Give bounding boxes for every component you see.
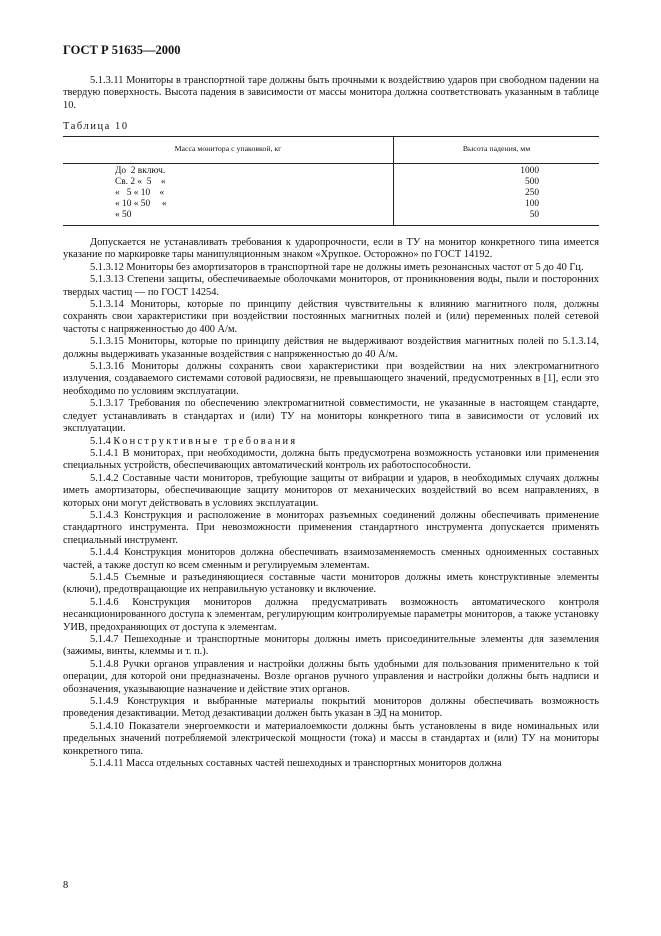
table-cell-height: 500: [524, 177, 539, 187]
paragraph: 5.1.4.2 Составные части мониторов, требующие защиты от вибрации и ударов, в необходимых случаях должны иметь амортизаторы, обеспечивающие защиту мониторов от механических воздействий во всем направлениях, в которых они могут действовать в условиях эксплуатации.: [63, 472, 599, 509]
paragraph: 5.1.3.16 Мониторы должны сохранять свои характеристики при воздействии на них электромагнитного излучения, создаваемого системами сотовой радиосвязи, не превышающего значений, предусмотренных в [1], если это необходимо по условиям эксплуатации.: [63, 361, 599, 397]
section-number: 5.1.4: [90, 435, 111, 447]
paragraph: 5.1.4.8 Ручки органов управления и настройки должны быть удобными для пользования применительно к той операции, для которой они предназначены. Возле органов ручного управления и настройки должны быть надписи и обозначения, указывающие назначение и действие этих органов.: [63, 658, 599, 695]
table-cell-mass: « 50: [115, 210, 132, 220]
paragraph: 5.1.4.6 Конструкция мониторов должна предусматривать возможность автоматического контроля несанкционированного доступа к элементам, регулирующим контролируемые параметры мониторов, а также установку УИВ, предохраняющих от доступа к элементам.: [63, 596, 599, 633]
paragraph: 5.1.4.10 Показатели энергоемкости и материалоемкости должны быть установлены в виде номинальных или предельных значений потребляемой электрической мощности (тока) и массы в стандартах и (или) ТУ на мониторы конкретного типа.: [63, 720, 599, 757]
section-heading: [63, 436, 599, 448]
paragraph: 5.1.4.3 Конструкция и расположение в мониторах разъемных соединений должны обеспечивать применение стандартного инструмента. При невозможности применения стандартного инструмента допускается применять специальный инструмент.: [63, 509, 599, 546]
paragraph: 5.1.3.14 Мониторы, которые по принципу действия чувствительны к влиянию магнитного поля, должны сохранять свои характеристики при воздействии постоянных магнитных полей и (или) переменных полей сетевой частоты с напряженностью до 400 А/м.: [63, 299, 599, 335]
paragraph: Допускается не устанавливать требования к ударопрочности, если в ТУ на монитор конкретного типа имеется указание по маркировке тары манипуляционным знаком «Хрупкое. Осторожно» по ГОСТ 14192.: [63, 237, 599, 261]
column-header-height: Высота падения, мм: [462, 144, 531, 153]
page-header: ГОСТ Р 51635—2000: [63, 43, 181, 57]
paragraph: 5.1.4.1 В мониторах, при необходимости, должна быть предусмотрена возможность установки или применения специальных устройств, обеспечивающих автоматический контроль их работоспособности.: [63, 447, 599, 472]
paragraph: 5.1.3.13 Степени защиты, обеспечиваемые оболочками мониторов, от проникновения воды, пыли и посторонних твердых частиц — по ГОСТ 14254.: [63, 274, 599, 298]
main-text: [63, 237, 599, 770]
table-caption: Таблица 10: [63, 121, 129, 132]
table-cell-height: 1000: [520, 166, 539, 176]
intro-section: [63, 75, 599, 112]
paragraph: 5.1.3.12 Мониторы без амортизаторов в транспортной таре не должны иметь резонансных частот от 5 до 40 Гц.: [90, 261, 584, 273]
paragraph: 5.1.3.17 Требования по обеспечению электромагнитной совместимости, не указанные в настоящем стандарте, следует устанавливать в стандартах и (или) ТУ на мониторы конкретного типа в зависимости от условий их эксплуатации.: [63, 398, 599, 435]
table-cell-height: 250: [524, 188, 539, 198]
table-cell-mass: « 5 « 10 «: [115, 188, 165, 198]
table-cell-mass: Св. 2 « 5 «: [115, 177, 166, 187]
table-cell-mass: « 10 « 50 «: [115, 199, 167, 209]
height-column: [394, 166, 539, 221]
section-title: Конструктивные требования: [113, 435, 298, 447]
table-header-row: [63, 137, 599, 164]
table-cell-height: 100: [524, 199, 539, 209]
table-cell-height: 50: [529, 210, 539, 220]
paragraph: 5.1.4.11 Масса отдельных составных частей пешеходных и транспортных мониторов должна: [90, 758, 502, 770]
table-cell-mass: До 2 включ.: [115, 166, 166, 176]
page-number: 8: [63, 880, 69, 891]
mass-column: [115, 166, 167, 221]
column-header-mass: Масса монитора с упаковкой, кг: [174, 144, 282, 153]
drop-height-table: [63, 136, 599, 226]
paragraph: 5.1.4.9 Конструкция и выбранные материалы покрытий мониторов должны обеспечивать возможность проведения дезактивации. Метод дезактивации должен быть указан в ЭД на монитор.: [63, 696, 599, 720]
paragraph: 5.1.4.7 Пешеходные и транспортные мониторы должны иметь присоединительные элементы для заземления (зажимы, винты, клеммы и т. п.).: [63, 634, 599, 658]
paragraph: 5.1.4.5 Съемные и разъединяющиеся составные части мониторов должны иметь конструктивные элементы (ключи), предотвращающие их неправильную установку и включение.: [63, 571, 599, 596]
paragraph: 5.1.4.4 Конструкция мониторов должна обеспечивать взаимозаменяемость сменных одноименных составных частей, а также доступ ко всем сменным и регулируемым элементам.: [63, 547, 599, 571]
paragraph: 5.1.3.15 Мониторы, которые по принципу действия не выдерживают воздействия магнитных полей по 5.1.3.14, должны выдерживать указанные воздействия с напряженностью до 40 А/м.: [63, 336, 599, 360]
paragraph: 5.1.3.11 Мониторы в транспортной таре должны быть прочными к воздействию ударов при свободном падении на твердую поверхность. Высота падения в зависимости от массы монитора должна соответствовать указанным в таблице 10.: [63, 75, 599, 111]
